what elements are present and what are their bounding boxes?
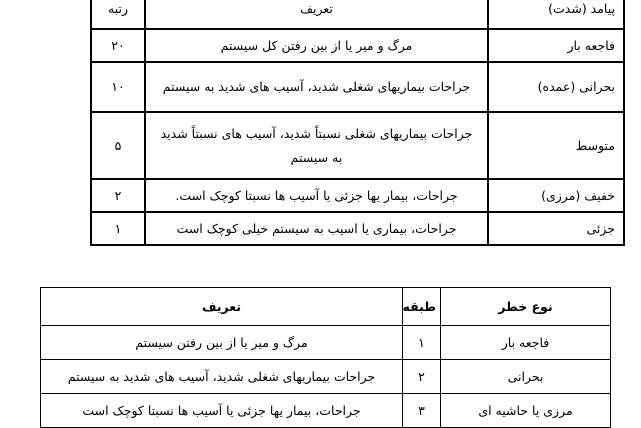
table1-severity-cell: متوسط <box>488 112 624 179</box>
hazard-class-table <box>40 287 611 428</box>
table1-rank-cell: ۲ <box>91 179 145 212</box>
table1-rank-cell: ۵ <box>91 112 145 179</box>
table2-definition-cell: مرگ و میر یا از بین رفتن سیستم <box>41 326 403 360</box>
table2-hazard-type-cell: بحرانی <box>441 360 611 394</box>
table1-definition-cell: جراحات، بیماری یا اسیب به سیستم خیلی کوچک است <box>145 212 488 245</box>
table1-severity-cell: خفیف (مرزی) <box>488 179 624 212</box>
table1-severity-cell: فاجعه بار <box>488 29 624 62</box>
table2-row <box>41 394 611 428</box>
table2-definition-cell: جراحات، بیمار یها جزئی یا آسیب ها نسبتا کوچک است <box>41 394 403 428</box>
table1-header-severity: پیامد (شدت) <box>488 0 624 29</box>
table1-severity-cell: جزئی <box>488 212 624 245</box>
table2-hazard-type-cell: فاجعه بار <box>441 326 611 360</box>
table2-header-hazard-type: نوع خطر <box>441 288 611 326</box>
table1-definition-cell: جراحات، بیمار یها جزئی یا آسیب ها نسبتا کوچک است. <box>145 179 488 212</box>
table1-row <box>91 212 624 245</box>
table2-hazard-type-cell: مرزی یا حاشیه ای <box>441 394 611 428</box>
table1-row <box>91 29 624 62</box>
table2-class-cell: ۱ <box>403 326 441 360</box>
table1-rank-cell: ۱۰ <box>91 62 145 112</box>
table2-class-cell: ۳ <box>403 394 441 428</box>
table1-header-rank: رتبه <box>91 0 145 29</box>
table2-class-cell: ۲ <box>403 360 441 394</box>
table1-row <box>91 179 624 212</box>
table1-rank-cell: ۱ <box>91 212 145 245</box>
severity-rank-table <box>90 0 625 246</box>
table1-header-row <box>91 0 624 29</box>
table1-row <box>91 62 624 112</box>
table2-row <box>41 326 611 360</box>
table1-header-definition: تعریف <box>145 0 488 29</box>
table2-header-definition: تعریف <box>41 288 403 326</box>
table2-row <box>41 360 611 394</box>
table1-definition-cell: مرگ و میر یا از بین رفتن کل سیستم <box>145 29 488 62</box>
table2-header-row <box>41 288 611 326</box>
table1-severity-cell: بحرانی (عمده) <box>488 62 624 112</box>
table1-definition-cell: جراحات بیماریهای شغلی نسبتاً شدید، آسیب های نسبتاً شدید به سیستم <box>145 112 488 179</box>
table1-definition-cell: جراحات بیماریهای شغلی شدید، آسیب های شدید به سیستم <box>145 62 488 112</box>
table1-row <box>91 112 624 179</box>
table1-rank-cell: ۲۰ <box>91 29 145 62</box>
table2-definition-cell: جراحات بیماریهای شغلی شدید، آسیب های شدید به سیستم <box>41 360 403 394</box>
table2-header-class: طبقه <box>403 288 441 326</box>
